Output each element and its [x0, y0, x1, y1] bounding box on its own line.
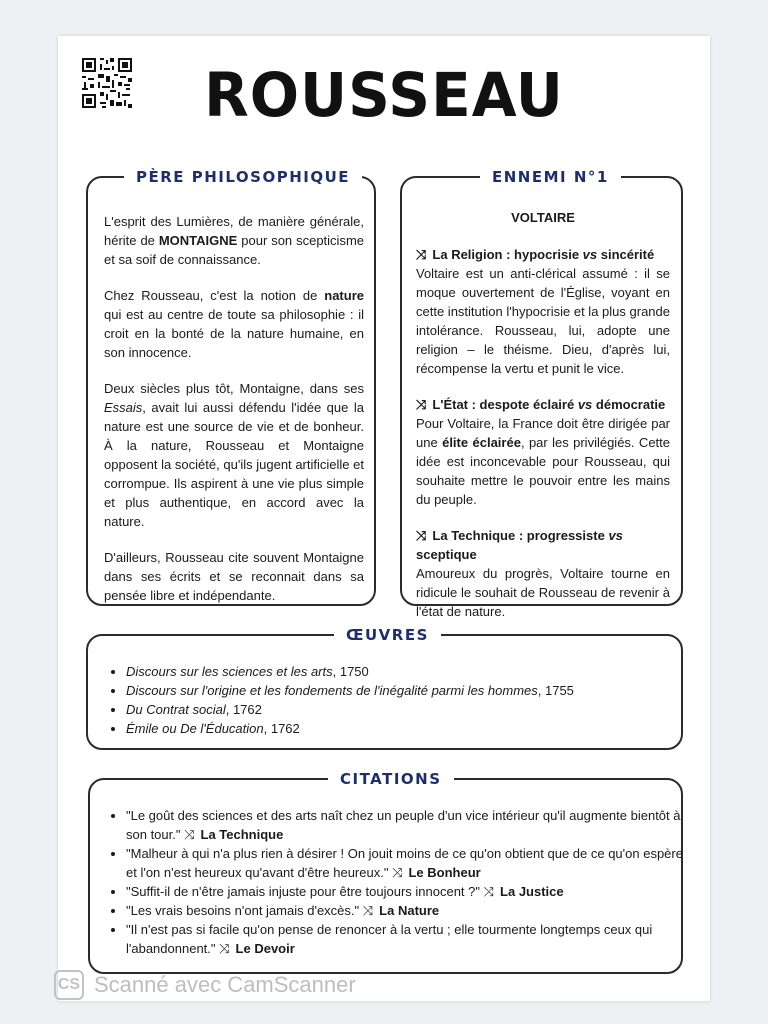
theme-state: ⤨ L'État : despote éclairé vs démocratie: [416, 397, 666, 412]
works-item: • Discours sur l'origine et les fondements de l'inégalité parmi les hommes, 1755: [126, 681, 686, 700]
camscanner-watermark: [54, 968, 356, 1002]
shuffle-icon: ⤨: [483, 884, 495, 899]
quotes-box: [88, 770, 683, 974]
works-item: • Émile ou De l'Éducation, 1762: [126, 719, 686, 738]
works-list: [106, 662, 686, 738]
enemy-box: [400, 168, 683, 619]
theme-technique: ⤨ La Technique : progressiste vs sceptique: [416, 528, 623, 562]
shuffle-icon: ⤨: [416, 528, 427, 543]
works-item: • Du Contrat social, 1762: [126, 700, 686, 719]
paragraph-essais: Deux siècles plus tôt, Montaigne, dans ses Essais, avait lui aussi défendu l'idée que la nature est une source de vie et de bonheur. À la nature, Rousseau et Montaigne opposent la société, qu'ils jugent artificielle et corrompue. Ils aspirent à une vie plus simple et plus authentique, en accord avec la nature.: [104, 381, 364, 529]
shuffle-icon: ⤨: [219, 941, 230, 956]
shuffle-icon: ⤨: [184, 827, 195, 842]
page-title: ROUSSEAU: [204, 59, 564, 131]
shuffle-icon: ⤨: [416, 397, 427, 412]
quote-item: • "Malheur à qui n'a plus rien à désirer ! On jouit moins de ce qu'on obtient que de ce qu'on espère et l'on n'est heureux qu'avant d'être heureux." ⤨ Le Bonheur: [126, 844, 688, 882]
theme-technique-text: Amoureux du progrès, Voltaire tourne en ridicule le souhait de Rousseau de revenir à l'état de nature.: [416, 566, 670, 619]
quotes-list: [106, 806, 688, 958]
enemy-name: VOLTAIRE: [511, 210, 575, 225]
camscanner-logo-icon: CS: [54, 970, 84, 1000]
quotes-heading: CITATIONS: [328, 768, 454, 790]
theme-religion-text: Voltaire est un anti-clérical assumé : il se moque ouvertement de l'Église, voyant en cette institution l'hypocrisie et la plus grande intolérance. Rousseau, lui, adopte une religion – le théisme. Dieu, d'après lui, récompense la vertu et punit le vice.: [416, 266, 670, 376]
works-item: • Discours sur les sciences et les arts, 1750: [126, 662, 686, 681]
paragraph-montaigne: L'esprit des Lumières, de manière générale, hérite de MONTAIGNE pour son scepticisme et sa soif de connaissance.: [104, 214, 364, 267]
theme-state-text: Pour Voltaire, la France doit être dirigée par une élite éclairée, par les privilégiés. Cette idée est inconcevable pour Rousseau, qui souhaite mettre le pouvoir entre les mains du peuple.: [416, 416, 671, 507]
watermark-text: Scanné avec CamScanner: [94, 972, 356, 997]
quote-item: • "Le goût des sciences et des arts naît chez un peuple d'un vice intérieur qu'il augmente bientôt à son tour." ⤨ La Technique: [126, 806, 688, 844]
shuffle-icon: ⤨: [392, 865, 403, 880]
shuffle-icon: ⤨: [362, 903, 374, 918]
paragraph-nature: Chez Rousseau, c'est la notion de nature qui est au centre de toute sa philosophie : il croit en la bonté de la nature humaine, en son innocence.: [104, 288, 364, 360]
philosophical-father-heading: PÈRE PHILOSOPHIQUE: [124, 166, 362, 188]
enemy-heading: ENNEMI N°1: [480, 166, 621, 188]
philosophical-father-box: [86, 168, 376, 606]
theme-religion: ⤨ La Religion : hypocrisie vs sincérité: [416, 247, 655, 262]
paragraph-citation-montaigne: D'ailleurs, Rousseau cite souvent Montaigne dans ses écrits et se reconnait dans sa pensée libre et indépendante.: [104, 550, 364, 603]
shuffle-icon: ⤨: [416, 247, 427, 262]
quote-item: • "Suffit-il de n'être jamais injuste pour être toujours innocent ?" ⤨ La Justice: [126, 882, 688, 901]
quote-item: • "Il n'est pas si facile qu'on pense de renoncer à la vertu ; elle tourmente longtemps ceux qui l'abandonnent." ⤨ Le Devoir: [126, 920, 688, 958]
works-heading: ŒUVRES: [334, 624, 441, 646]
works-box: [86, 626, 683, 750]
quote-item: • "Les vrais besoins n'ont jamais d'excès." ⤨ La Nature: [126, 901, 688, 920]
